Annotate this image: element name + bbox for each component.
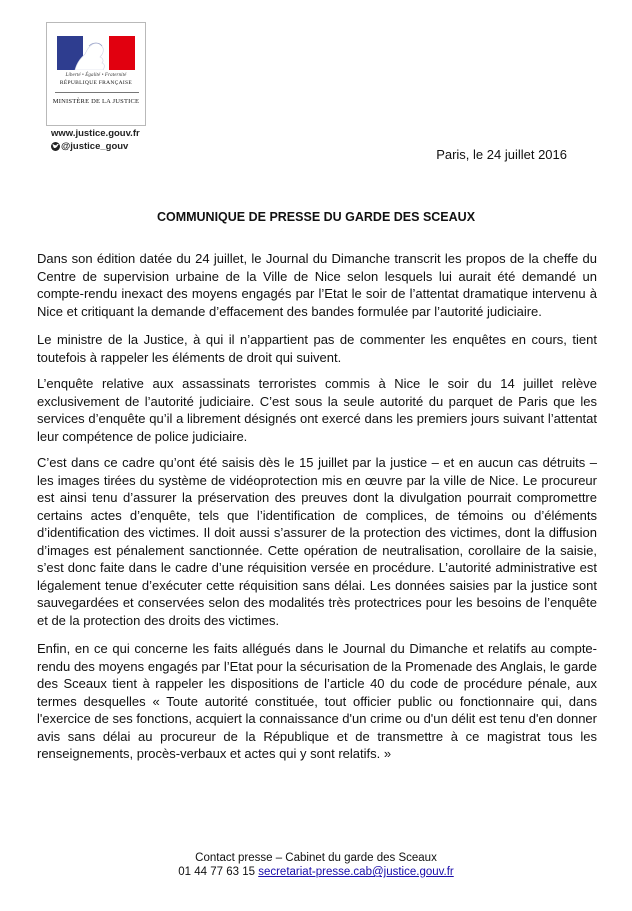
paragraph: C’est dans ce cadre qu’ont été saisis dès le 15 juillet par la justice – et en aucun cas détruits – les images tirées du système de vidéoprotection mis en œuvre par la ville de Nice. Le procureur est ainsi tenu d’assurer la préservation des preuves dont la divulgation pourrait compromettre certains actes d’enquête, tels que l’identification de complices, de témoins ou d’éléments d’identification des victimes. Il doit aussi s’assurer de la protection des victimes, dont la diffusion d’images est pénalement sanctionnée. Cette opération de neutralisation, corollaire de la saisie, s’est donc faite dans le cadre d’une réquisition versée en procédure. L’autorité administrative est légalement tenue d’exécuter cette réquisition sans délai. Les données saisies par la justice sont sauvegardées et conservées selon des modalités très protectrices pour les besoins de l’enquête et de la protection des droits des victimes. (37, 455, 597, 628)
press-contact-footer (0, 851, 632, 879)
ministry-logo (46, 22, 146, 126)
twitter-handle-text: @justice_gouv (61, 141, 129, 152)
paragraph: L’enquête relative aux assassinats terroristes commis à Nice le soir du 14 juillet relève exclusivement de l’autorité judiciaire. C’est sous la seule autorité du parquet de Paris que les services d’enquête qu’il a librement désignés ont exercé dans les premiers jours suivant l’attentat leur compétence de police judiciaire. (37, 376, 597, 444)
press-release-body (37, 250, 597, 774)
twitter-handle[interactable] (51, 141, 128, 152)
paragraph: Dans son édition datée du 24 juillet, le Journal du Dimanche transcrit les propos de la cheffe du Centre de supervision urbaine de la Ville de Nice selon lesquels lui aurait été demandé un compte-rendu inexact des moyens engagés par l’Etat le soir de l’attentat dramatique intervenu à Nice et critiquant la demande d’effacement des bandes formulée par l’autorité judiciaire. (37, 251, 597, 319)
footer-phone: 01 44 77 63 15 (178, 866, 255, 878)
twitter-icon (51, 142, 60, 151)
logo-republique: RÉPUBLIQUE FRANÇAISE (59, 80, 133, 86)
footer-contact-line: Contact presse – Cabinet du garde des Sceaux (195, 852, 437, 864)
footer-phone-email-line (0, 865, 632, 879)
date-line: Paris, le 24 juillet 2016 (436, 147, 567, 162)
logo-divider (55, 92, 139, 93)
page-title: COMMUNIQUE DE PRESSE DU GARDE DES SCEAUX (156, 210, 476, 224)
website-link[interactable]: www.justice.gouv.fr (51, 128, 140, 139)
marianne-flag-icon (57, 36, 135, 70)
logo-ministere: MINISTÈRE DE LA JUSTICE (52, 98, 140, 105)
footer-email-link[interactable]: secretariat-presse.cab@justice.gouv.fr (258, 866, 454, 878)
logo-motto: Liberté • Égalité • Fraternité (65, 73, 127, 78)
paragraph: Le ministre de la Justice, à qui il n’appartient pas de commenter les enquêtes en cours, tient toutefois à rappeler les éléments de droit qui suivent. (37, 332, 597, 365)
paragraph: Enfin, en ce qui concerne les faits allégués dans le Journal du Dimanche et relatifs au compte-rendu des moyens engagés par l’Etat pour la sécurisation de la Promenade des Anglais, le garde des Sceaux tient à rappeler les dispositions de l’article 40 du code de procédure pénale, aux termes desquelles « Toute autorité constituée, tout officier public ou fonctionnaire qui, dans l'exercice de ses fonctions, acquiert la connaissance d'un crime ou d'un délit est tenu d'en donner avis sans délai au procureur de la République et de transmettre à ce magistrat tous les renseignements, procès-verbaux et actes qui y sont relatifs. » (37, 641, 597, 761)
